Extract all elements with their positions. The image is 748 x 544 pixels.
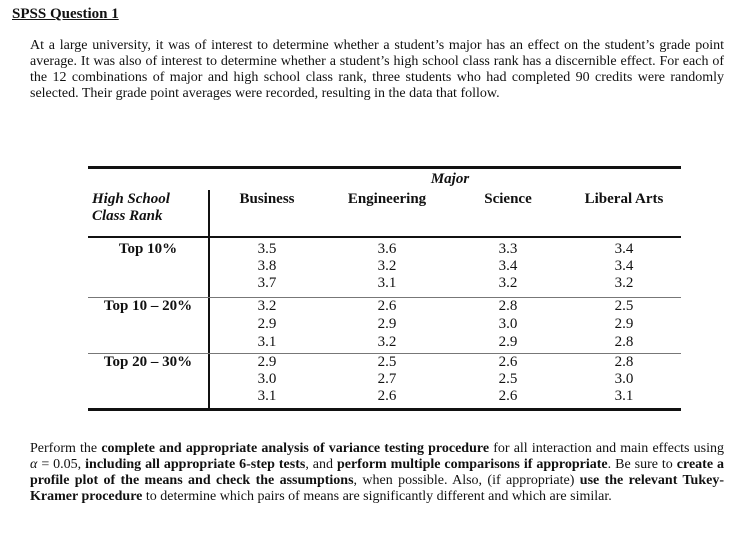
table-cell: 3.2: [614, 275, 634, 291]
table-cell: 3.1: [257, 334, 277, 350]
column-header-engineering: Engineering: [347, 191, 427, 207]
gpa-data-table: [88, 166, 681, 411]
intro-paragraph: At a large university, it was of interest to determine whether a student’s major has an effect on the student’s grade point average. It was also of interest to determine whether a student’s high school class rank has a discernible effect. For each of the 12 combinations of major and high school class rank, three students who had completed 90 credits were randomly selected. Their grade point averages were recorded, resulting in the data that follow.: [30, 38, 724, 101]
instructions-emphasis: complete and appropriate analysis of variance testing procedure: [101, 441, 490, 456]
table-cell: 3.2: [377, 258, 397, 274]
table-cell: 2.8: [614, 334, 634, 350]
table-cell: 2.9: [377, 316, 397, 332]
instructions-text: Perform the: [30, 441, 102, 456]
table-cell: 3.2: [257, 298, 277, 314]
table-cell: 3.0: [257, 371, 277, 387]
rank-label: Top 10%: [118, 241, 178, 257]
table-row-header-divider: [208, 190, 210, 409]
table-cell: 2.8: [498, 298, 518, 314]
table-cell: 2.5: [498, 371, 518, 387]
table-cell: 3.3: [498, 241, 518, 257]
table-cell: 2.6: [498, 354, 518, 370]
table-cell: 2.6: [498, 388, 518, 404]
table-cell: 3.6: [377, 241, 397, 257]
table-cell: 3.0: [498, 316, 518, 332]
rank-label: Top 20 – 30%: [103, 354, 193, 370]
table-top-rule: [88, 166, 681, 169]
table-cell: 3.1: [377, 275, 397, 291]
table-cell: 3.5: [257, 241, 277, 257]
instructions-text: . Be sure to: [607, 457, 677, 472]
table-cell: 2.5: [377, 354, 397, 370]
instructions-emphasis: perform multiple comparisons if appropriate: [336, 457, 608, 472]
instructions-text: to determine which pairs of means are significantly different and which are similar.: [142, 489, 612, 504]
instructions-emphasis: create a profile plot of the means and check the assumptions: [30, 457, 725, 488]
table-cell: 3.4: [614, 241, 634, 257]
table-cell: 2.7: [377, 371, 397, 387]
alpha-symbol: α: [30, 457, 38, 472]
table-cell: 2.9: [614, 316, 634, 332]
table-cell: 3.0: [614, 371, 634, 387]
table-cell: 3.1: [257, 388, 277, 404]
column-header-liberal-arts: Liberal Arts: [584, 191, 664, 207]
instructions-paragraph: [30, 441, 724, 505]
table-cell: 2.9: [257, 316, 277, 332]
major-label: Major: [430, 171, 470, 187]
instructions-text: , and: [305, 457, 337, 472]
row-header-label: High School Class Rank: [92, 191, 170, 224]
instructions-emphasis: use the relevant Tukey-Kramer procedure: [30, 473, 724, 504]
column-header-business: Business: [239, 191, 295, 207]
table-bottom-rule: [88, 408, 681, 411]
column-header-science: Science: [484, 191, 532, 207]
table-cell: 2.6: [377, 298, 397, 314]
table-cell: 2.9: [498, 334, 518, 350]
table-header-rule: [88, 236, 681, 238]
table-cell: 3.4: [614, 258, 634, 274]
table-cell: 2.9: [257, 354, 277, 370]
rank-label: Top 10 – 20%: [103, 298, 193, 314]
table-cell: 3.2: [498, 275, 518, 291]
table-cell: 3.4: [498, 258, 518, 274]
instructions-text: , when possible. Also, (if appropriate): [353, 473, 580, 488]
table-cell: 3.1: [614, 388, 634, 404]
table-cell: 2.5: [614, 298, 634, 314]
table-cell: 3.8: [257, 258, 277, 274]
table-cell: 3.7: [257, 275, 277, 291]
table-cell: 2.8: [614, 354, 634, 370]
table-cell: 3.2: [377, 334, 397, 350]
question-heading: SPSS Question 1: [12, 6, 119, 22]
instructions-text: for all interaction and main effects using: [489, 441, 724, 456]
instructions-emphasis: including all appropriate 6-step tests: [85, 457, 306, 472]
table-cell: 2.6: [377, 388, 397, 404]
instructions-text: = 0.05,: [37, 457, 86, 472]
